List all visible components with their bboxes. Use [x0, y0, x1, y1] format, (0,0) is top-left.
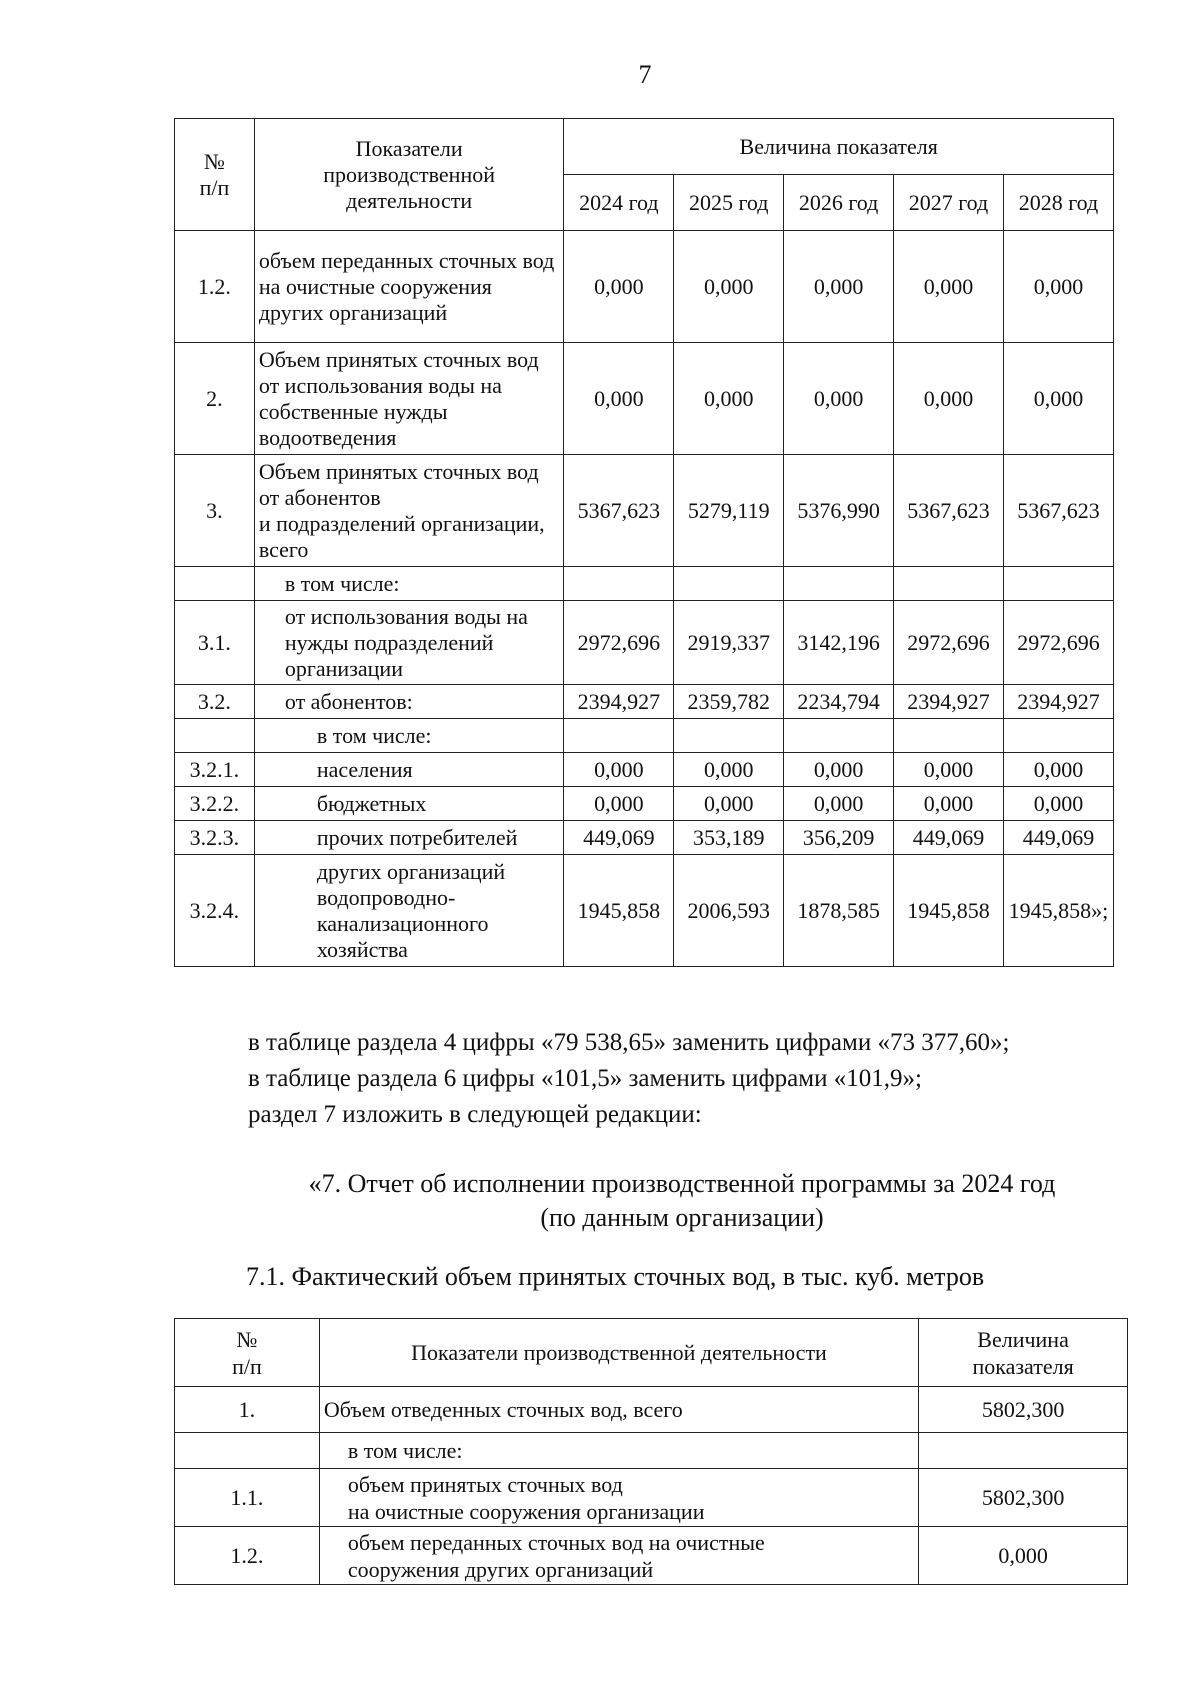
row-value: 5802,300: [919, 1387, 1128, 1433]
paragraph: в таблице раздела 4 цифры «79 538,65» заменить цифрами «73 377,60»;: [248, 1029, 1010, 1056]
row-label: от абонентов:: [254, 685, 564, 719]
row-value: 0,000: [784, 343, 894, 455]
row-value: 2972,696: [1003, 601, 1113, 685]
row-value: 356,209: [784, 821, 894, 855]
header-value-group: Величина показателя: [564, 119, 1114, 175]
row-label: в том числе:: [254, 719, 564, 753]
row-value: [894, 567, 1004, 601]
header-num: № п/п: [175, 119, 255, 231]
row-value: 1945,858: [894, 855, 1004, 967]
row-value: 0,000: [1003, 231, 1113, 343]
row-value: 0,000: [919, 1527, 1128, 1585]
row-label: объем переданных сточных вод на очистные сооружения других организаций: [319, 1527, 918, 1585]
row-num: 3.1.: [175, 601, 255, 685]
row-num: 3.2.4.: [175, 855, 255, 967]
row-value: 1945,858»;: [1003, 855, 1113, 967]
row-value: 1878,585: [784, 855, 894, 967]
table-row: [175, 567, 1114, 601]
row-value: [784, 567, 894, 601]
actual-volume-table: [174, 1318, 1128, 1585]
row-label: других организаций водопроводно-канализационного хозяйства: [254, 855, 564, 967]
table-row: [175, 685, 1114, 719]
row-value: 0,000: [784, 787, 894, 821]
header-year: 2025 год: [674, 175, 784, 231]
row-num: [175, 719, 255, 753]
row-value: 5376,990: [784, 455, 894, 567]
row-num: 3.2.2.: [175, 787, 255, 821]
row-num: 3.2.3.: [175, 821, 255, 855]
paragraph: раздел 7 изложить в следующей редакции:: [248, 1101, 702, 1128]
table-row: [175, 455, 1114, 567]
row-value: 0,000: [1003, 787, 1113, 821]
row-value: 0,000: [894, 343, 1004, 455]
row-value: 2394,927: [894, 685, 1004, 719]
row-value: 5279,119: [674, 455, 784, 567]
row-value: 2972,696: [564, 601, 674, 685]
section-heading-line: (по данным организации): [540, 1203, 824, 1232]
row-value: 0,000: [674, 231, 784, 343]
row-value: 0,000: [674, 787, 784, 821]
row-label: в том числе:: [319, 1433, 918, 1469]
row-value: [919, 1433, 1128, 1469]
row-label: объем переданных сточных вод на очистные сооружения других организаций: [254, 231, 564, 343]
row-num: 2.: [175, 343, 255, 455]
row-value: 0,000: [674, 343, 784, 455]
row-num: 1.: [175, 1387, 320, 1433]
row-value: 0,000: [894, 231, 1004, 343]
row-value: 0,000: [564, 231, 674, 343]
table-row: [175, 1387, 1128, 1433]
row-value: 2006,593: [674, 855, 784, 967]
row-num: [175, 1433, 320, 1469]
row-value: [784, 719, 894, 753]
row-label: Объем принятых сточных вод от использования воды на собственные нужды водоотведения: [254, 343, 564, 455]
table-row: [175, 1433, 1128, 1469]
row-value: 0,000: [564, 787, 674, 821]
row-value: [894, 719, 1004, 753]
row-value: 5367,623: [564, 455, 674, 567]
table-row: [175, 855, 1114, 967]
row-value: 1945,858: [564, 855, 674, 967]
row-label: Объем отведенных сточных вод, всего: [319, 1387, 918, 1433]
row-value: [674, 567, 784, 601]
row-num: 3.2.: [175, 685, 255, 719]
header-num: № п/п: [175, 1319, 320, 1387]
row-value: 0,000: [1003, 753, 1113, 787]
production-indicators-table: [174, 118, 1114, 967]
row-num: 3.2.1.: [175, 753, 255, 787]
row-label: бюджетных: [254, 787, 564, 821]
row-value: [1003, 719, 1113, 753]
header-value: Величина показателя: [919, 1319, 1128, 1387]
row-label: Объем принятых сточных вод от абонентов и подразделений организации, всего: [254, 455, 564, 567]
row-value: 449,069: [564, 821, 674, 855]
page-number: 7: [638, 60, 652, 89]
row-value: 449,069: [1003, 821, 1113, 855]
row-value: 5367,623: [894, 455, 1004, 567]
subsection-heading: 7.1. Фактический объем принятых сточных вод, в тыс. куб. метров: [246, 1262, 985, 1291]
row-value: 449,069: [894, 821, 1004, 855]
row-value: 353,189: [674, 821, 784, 855]
row-value: [674, 719, 784, 753]
row-value: 0,000: [894, 787, 1004, 821]
row-value: 2919,337: [674, 601, 784, 685]
table-row: [175, 231, 1114, 343]
row-value: 5802,300: [919, 1469, 1128, 1527]
row-value: 0,000: [564, 343, 674, 455]
row-value: [564, 719, 674, 753]
row-value: 0,000: [784, 753, 894, 787]
row-label: объем принятых сточных вод на очистные сооружения организации: [319, 1469, 918, 1527]
row-value: 0,000: [894, 753, 1004, 787]
header-year: 2027 год: [894, 175, 1004, 231]
row-value: 0,000: [674, 753, 784, 787]
row-value: [1003, 567, 1113, 601]
header-year: 2026 год: [784, 175, 894, 231]
header-indicator: Показатели производственной деятельности: [319, 1319, 918, 1387]
table-row: [175, 719, 1114, 753]
section-heading: [232, 1167, 1132, 1235]
row-value: 2234,794: [784, 685, 894, 719]
row-num: 1.2.: [175, 1527, 320, 1585]
section-heading-line: «7. Отчет об исполнении производственной программы за 2024 год: [308, 1169, 1056, 1198]
row-value: 3142,196: [784, 601, 894, 685]
row-label: от использования воды на нужды подразделений организации: [254, 601, 564, 685]
table-row: [175, 1469, 1128, 1527]
table-row: [175, 753, 1114, 787]
row-num: 1.2.: [175, 231, 255, 343]
table-row: [175, 1527, 1128, 1585]
header-year: 2024 год: [564, 175, 674, 231]
header-indicator: Показатели производственной деятельности: [254, 119, 564, 231]
row-value: 2359,782: [674, 685, 784, 719]
header-year: 2028 год: [1003, 175, 1113, 231]
amendment-paragraphs: [248, 1025, 1009, 1133]
paragraph: в таблице раздела 6 цифры «101,5» заменить цифрами «101,9»;: [248, 1065, 922, 1092]
row-num: 1.1.: [175, 1469, 320, 1527]
row-value: 0,000: [564, 753, 674, 787]
table-row: [175, 821, 1114, 855]
row-label: населения: [254, 753, 564, 787]
row-value: 2972,696: [894, 601, 1004, 685]
row-label: в том числе:: [254, 567, 564, 601]
row-value: 0,000: [784, 231, 894, 343]
row-label: прочих потребителей: [254, 821, 564, 855]
row-value: 2394,927: [1003, 685, 1113, 719]
row-num: 3.: [175, 455, 255, 567]
row-value: 2394,927: [564, 685, 674, 719]
row-value: [564, 567, 674, 601]
row-num: [175, 567, 255, 601]
table-row: [175, 343, 1114, 455]
table-row: [175, 787, 1114, 821]
table-row: [175, 601, 1114, 685]
row-value: 5367,623: [1003, 455, 1113, 567]
row-value: 0,000: [1003, 343, 1113, 455]
